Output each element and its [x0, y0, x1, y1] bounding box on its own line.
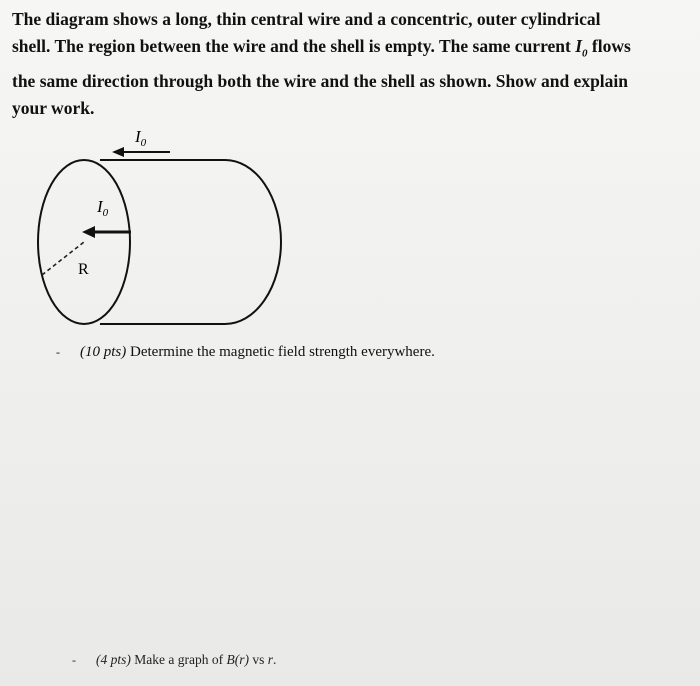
radius-label: R	[78, 261, 89, 278]
part-1-text: Determine the magnetic field strength everywhere.	[126, 344, 435, 360]
part-2-function: B(r)	[226, 652, 249, 667]
part-2-text-c: .	[273, 652, 277, 667]
question-part-2	[72, 652, 276, 668]
part-1-bullet: -	[56, 345, 60, 359]
shell-body	[100, 160, 281, 324]
part-2-text-a: Make a graph of	[130, 652, 227, 667]
wire-current-arrow	[82, 226, 131, 238]
shell-current-label: $I_0$	[135, 127, 147, 149]
intro-line-4: your work.	[12, 97, 95, 118]
intro-line-2-text: shell. The region between the wire and the shell is empty. The same current	[12, 36, 571, 56]
intro-line-3: the same direction through both the wire and the shell as shown. Show and explain	[12, 70, 629, 91]
intro-line-2	[12, 33, 684, 68]
current-symbol: I	[575, 36, 583, 56]
part-2-points: (4 pts)	[96, 652, 131, 667]
problem-statement	[12, 6, 684, 122]
wire-current-label: $I_0$	[97, 197, 109, 219]
part-2-variable: r	[267, 652, 273, 667]
current-subscript: 0	[582, 47, 588, 60]
cylindrical-shell	[38, 160, 281, 324]
question-part-1	[56, 344, 435, 361]
wire-shell-diagram	[0, 120, 330, 335]
part-2-bullet: -	[72, 653, 76, 667]
part-1-points: (10 pts)	[80, 344, 127, 360]
intro-line-1: The diagram shows a long, thin central wire and a concentric, outer cylindrical	[12, 9, 601, 29]
part-2-text-b: vs	[248, 652, 268, 667]
intro-line-2-end: flows	[587, 36, 631, 56]
